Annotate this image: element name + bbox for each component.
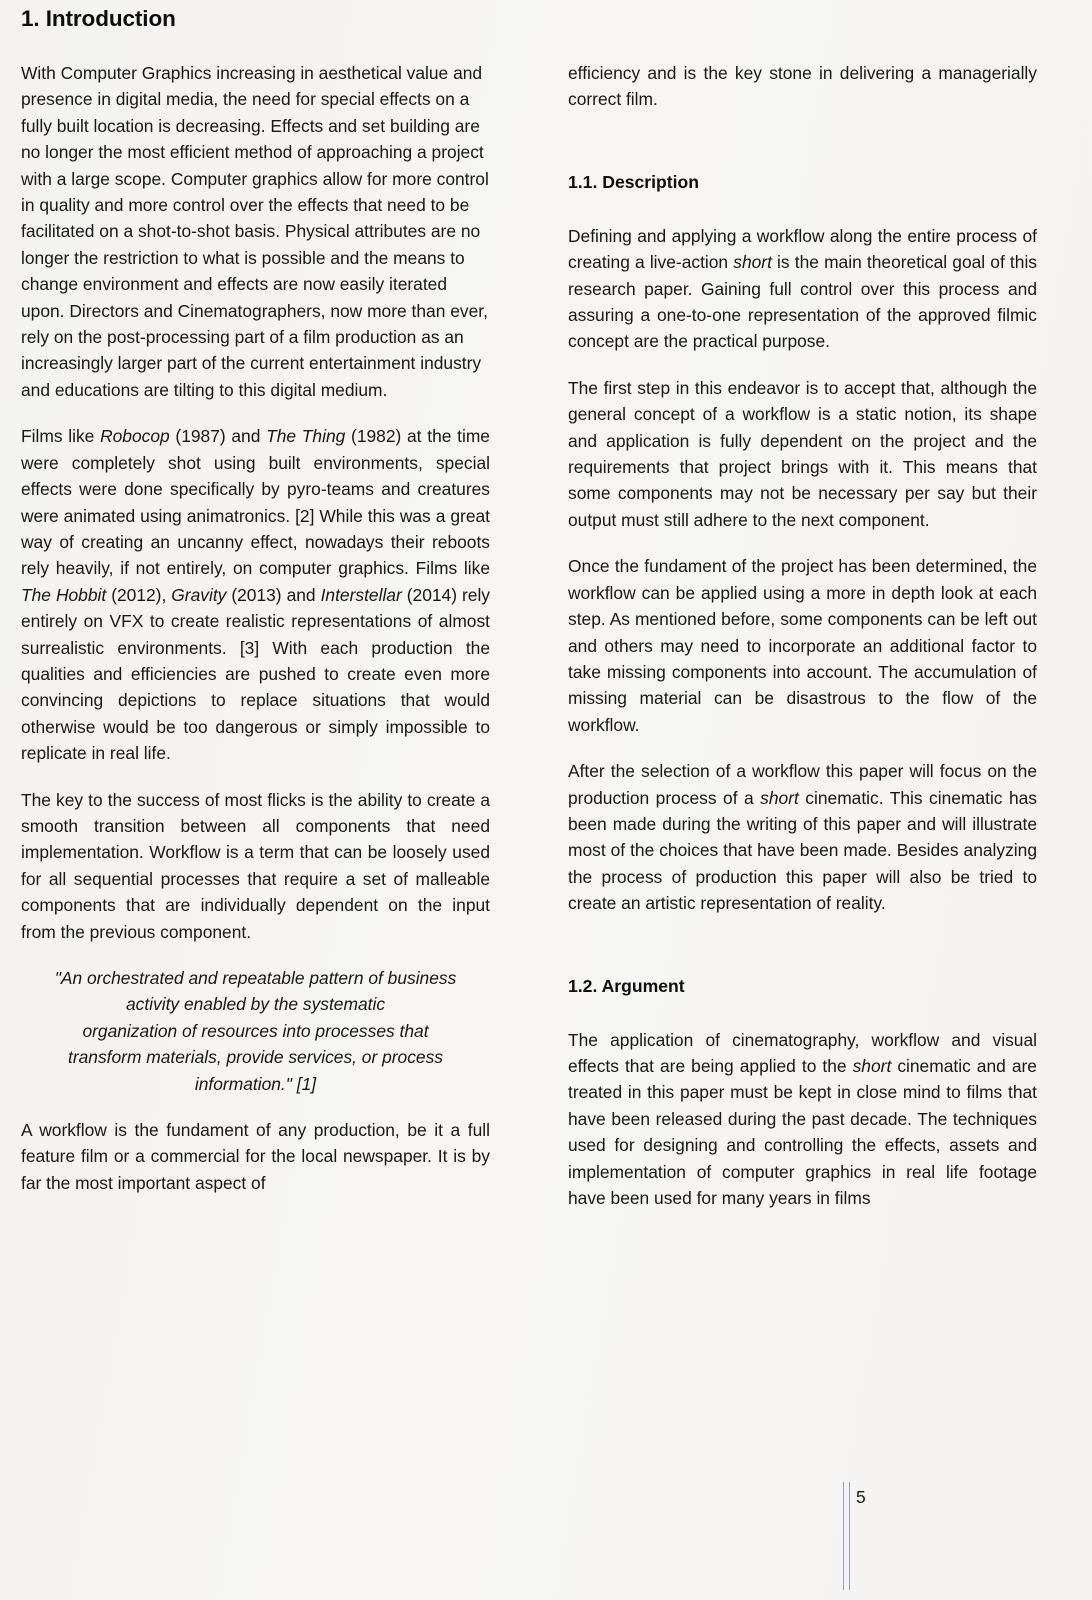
italic-run: The Thing (266, 426, 346, 447)
italic-run: Gravity (171, 584, 227, 605)
text-run: The first step in this endeavor is to accept that, although the general concept of a workflow is a static notion, its shape and application is fully dependent on the project and the requirements that project brings with it. This means that some components may not be necessary per say but their output must still adhere to the next component. (568, 377, 1037, 530)
paragraph (568, 223, 1037, 355)
paragraph (568, 1027, 1037, 1212)
paragraph (568, 758, 1037, 916)
paragraph (568, 553, 1037, 738)
italic-run: short (733, 252, 772, 273)
italic-run: The Hobbit (21, 584, 107, 605)
paragraph (21, 1117, 490, 1196)
blockquote-line: transform materials, provide services, or process (68, 1047, 443, 1068)
text-run: With Computer Graphics increasing in aesthetical value and presence in digital media, the need for special effects on a fully built location is decreasing. Effects and set building are no longer the most efficient method of approaching a project with a large scope. Computer graphics allow for more control in quality and more control over the effects that need to be facilitated on a shot-to-shot basis. Physical attributes are no longer the restriction to what is possible and the means to change environment and effects are now easily iterated upon. Directors and Cinematographers, now more than ever, rely on the post-processing part of a film production as an increasingly larger part of the current entertainment industry and educations are tilting to this digital medium. (21, 63, 489, 400)
text-run: Films like (21, 426, 101, 447)
page-footer (0, 1460, 1092, 1600)
italic-run: short (760, 787, 799, 808)
spacer (568, 133, 1037, 169)
blockquote-line: information." [1] (194, 1073, 317, 1094)
text-run: (2013) and (226, 584, 321, 605)
text-run: cinematic and are treated in this paper must be kept in close mind to films that have been released during the past decade. The techniques used for designing and controlling the effects, assets and implementation of computer graphics in real life footage have been used for many years in films (568, 1055, 1037, 1208)
spacer (568, 937, 1037, 973)
italic-run: short (852, 1055, 892, 1076)
text-run: is the main theoretical goal of this research paper. Gaining full control over this process and assuring a one-to-one representation of the approved filmic concept are the practical purpose. (568, 252, 1037, 352)
paragraph (21, 423, 490, 766)
text-run: The application of cinematography, workflow and visual effects that are being applied to the (568, 1029, 1037, 1076)
text-run: (1987) and (169, 426, 267, 447)
left-column (21, 60, 490, 1216)
subsection-heading-description: 1.1. Description (568, 171, 700, 192)
italic-run: Robocop (100, 426, 170, 447)
blockquote-line: activity enabled by the systematic (125, 994, 386, 1015)
spacer (568, 999, 1037, 1027)
italic-run: Interstellar (320, 584, 402, 605)
blockquote (21, 965, 490, 1097)
paragraph (568, 60, 1037, 113)
right-column (568, 60, 1037, 1231)
text-run: After the selection of a workflow this paper will focus on the production process of a (568, 761, 1037, 808)
text-run: (2014) rely entirely on VFX to create realistic representations of almost surrealistic environments. [3] With each production the qualities and efficiencies are pushed to create even more convincing depictions to replace situations that would otherwise would be too dangerous or simply impossible to replicate in real life. (21, 584, 491, 764)
footer-double-rule (843, 1482, 850, 1590)
text-run: (1982) at the time were completely shot using built environments, special effects were done specifically by pyro-teams and creatures were animated using animatronics. [2] While this was a great way of creating an uncanny effect, nowadays their reboots rely heavily, if not entirely, on computer graphics. Films like (21, 426, 490, 579)
text-run: (2012), (106, 584, 172, 605)
blockquote-line: organization of resources into processes that (82, 1020, 429, 1041)
text-run: A workflow is the fundament of any production, be it a full feature film or a commercial for the local newspaper. It is by far the most important aspect of (21, 1120, 490, 1193)
text-run: cinematic. This cinematic has been made during the writing of this paper and will illustrate most of the choices that have been made. Besides analyzing the process of production this paper will also be tried to create an artistic representation of reality. (568, 787, 1038, 914)
paragraph (21, 787, 490, 945)
text-run: The key to the success of most flicks is the ability to create a smooth transition between all components that need implementation. Workflow is a term that can be loosely used for all sequential processes that require a set of malleable components that are individually dependent on the input from the previous component. (21, 789, 490, 942)
page-number: 5 (856, 1487, 866, 1507)
page-title: 1. Introduction (21, 6, 176, 31)
subsection-heading-argument: 1.2. Argument (568, 975, 685, 996)
blockquote-line: "An orchestrated and repeatable pattern of business (54, 968, 457, 988)
text-run: Defining and applying a workflow along the entire process of creating a live-action (568, 225, 1037, 273)
paragraph (21, 60, 490, 403)
text-run: Once the fundament of the project has been determined, the workflow can be applied using a more in depth look at each step. As mentioned before, some components can be left out and others may need to incorporate an additional factor to take missing components into account. The accumulation of missing material can be disastrous to the flow of the workflow. (568, 556, 1037, 735)
spacer (568, 195, 1037, 223)
text-run: efficiency and is the key stone in delivering a managerially correct film. (568, 63, 1037, 110)
paragraph (568, 375, 1037, 533)
